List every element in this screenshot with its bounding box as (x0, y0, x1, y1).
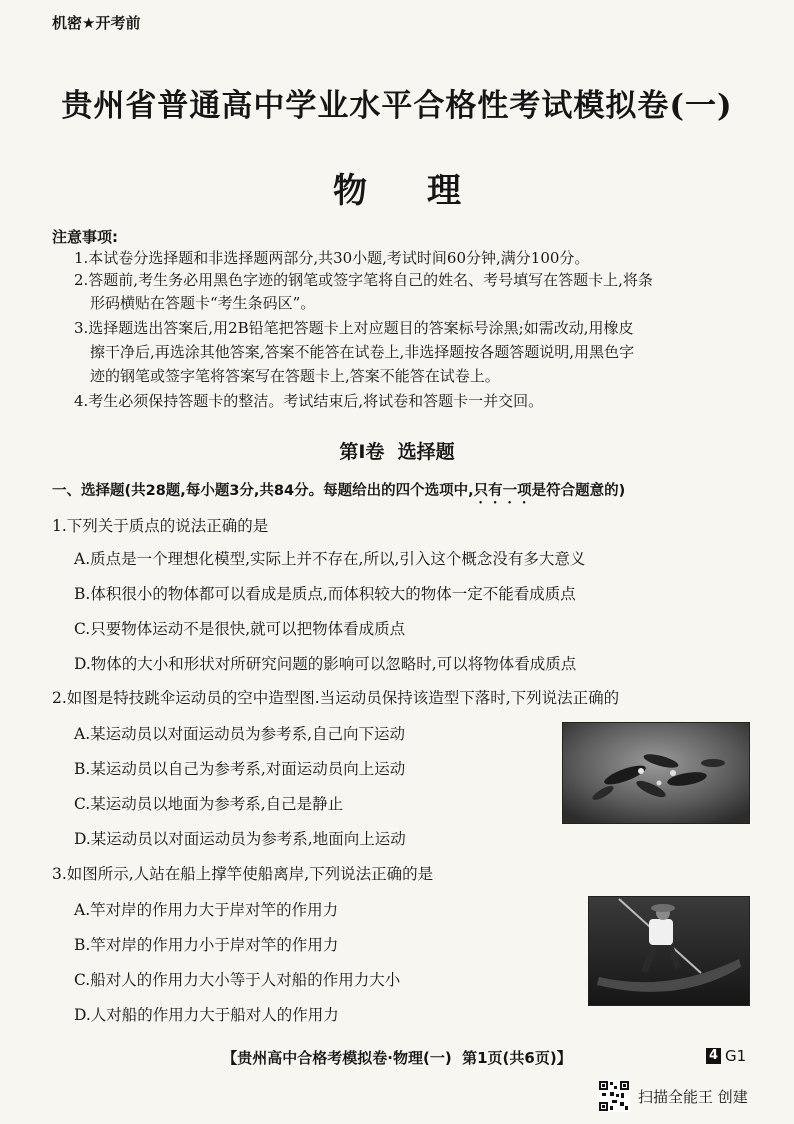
badge-number: 4 (706, 1048, 721, 1064)
section-title: 第Ⅰ卷 选择题 (339, 441, 455, 463)
notice-line: 2.答题前,考生务必用黑色字迹的钢笔或签字笔将自己的姓名、考号填写在答题卡上,将条 (74, 271, 653, 289)
notice-line: 3.选择题选出答案后,用2B铅笔把答题卡上对应题目的答案标号涂黑;如需改动,用橡皮 (74, 319, 634, 337)
question-option: D.人对船的作用力大于船对人的作用力 (74, 1006, 339, 1024)
notice-line: 擦干净后,再选涂其他答案,答案不能答在试卷上,非选择题按各题答题说明,用黑色字 (90, 343, 635, 361)
notice-line: 4.考生必须保持答题卡的整洁。考试结束后,将试卷和答题卡一并交回。 (74, 392, 544, 410)
question-option: A.质点是一个理想化模型,实际上并不存在,所以,引入这个概念没有多大意义 (74, 550, 586, 568)
scanner-text: 扫描全能王 创建 (638, 1087, 748, 1106)
skydivers-photo (562, 722, 750, 824)
question-option: B.体积很小的物体都可以看成是质点,而体积较大的物体一定不能看成质点 (74, 585, 576, 603)
question-stem: 3.如图所示,人站在船上撑竿使船离岸,下列说法正确的是 (52, 865, 434, 883)
question-option: B.某运动员以自己为参考系,对面运动员向上运动 (74, 760, 406, 778)
boat-pole-photo (588, 896, 750, 1006)
question-stem: 2.如图是特技跳伞运动员的空中造型图.当运动员保持该造型下落时,下列说法正确的 (52, 689, 620, 707)
part-heading (52, 479, 625, 507)
question-option: C.船对人的作用力大小等于人对船的作用力大小 (74, 971, 401, 989)
question-option: A.竿对岸的作用力大于岸对竿的作用力 (74, 901, 339, 919)
confidential-label: 机密★开考前 (52, 14, 141, 32)
question-option: D.某运动员以对面运动员为参考系,地面向上运动 (74, 830, 406, 848)
scanner-watermark (598, 1080, 748, 1112)
question-option: D.物体的大小和形状对所研究问题的影响可以忽略时,可以将物体看成质点 (74, 655, 577, 673)
notice-line: 迹的钢笔或签字笔将答案写在答题卡上,答案不能答在试卷上。 (90, 367, 500, 385)
part-heading-emphasis: 只有一项 (473, 483, 532, 499)
part-heading-text: 是符合题意的) (531, 483, 626, 499)
footer-badge (706, 1047, 746, 1065)
exam-title: 贵州省普通高中学业水平合格性考试模拟卷(一) (61, 88, 733, 124)
question-option: C.某运动员以地面为参考系,自己是静止 (74, 795, 344, 813)
question-stem: 1.下列关于质点的说法正确的是 (52, 517, 269, 535)
notice-line: 1.本试卷分选择题和非选择题两部分,共30小题,考试时间60分钟,满分100分。 (74, 249, 590, 267)
question-option: C.只要物体运动不是很快,就可以把物体看成质点 (74, 620, 406, 638)
subject-title: 物理 (333, 171, 521, 211)
page-footer: 【贵州高中合格考模拟卷·物理(一) 第1页(共6页)】 (222, 1049, 572, 1067)
notice-line: 形码横贴在答题卡“考生条码区”。 (90, 294, 316, 312)
question-option: A.某运动员以对面运动员为参考系,自己向下运动 (74, 725, 406, 743)
part-heading-text: 一、选择题(共28题,每小题3分,共84分。每题给出的四个选项中, (52, 483, 474, 499)
question-option: B.竿对岸的作用力小于岸对竿的作用力 (74, 936, 339, 954)
qr-code-icon (598, 1080, 630, 1112)
notice-heading: 注意事项: (52, 228, 118, 246)
badge-code: G1 (725, 1047, 747, 1065)
